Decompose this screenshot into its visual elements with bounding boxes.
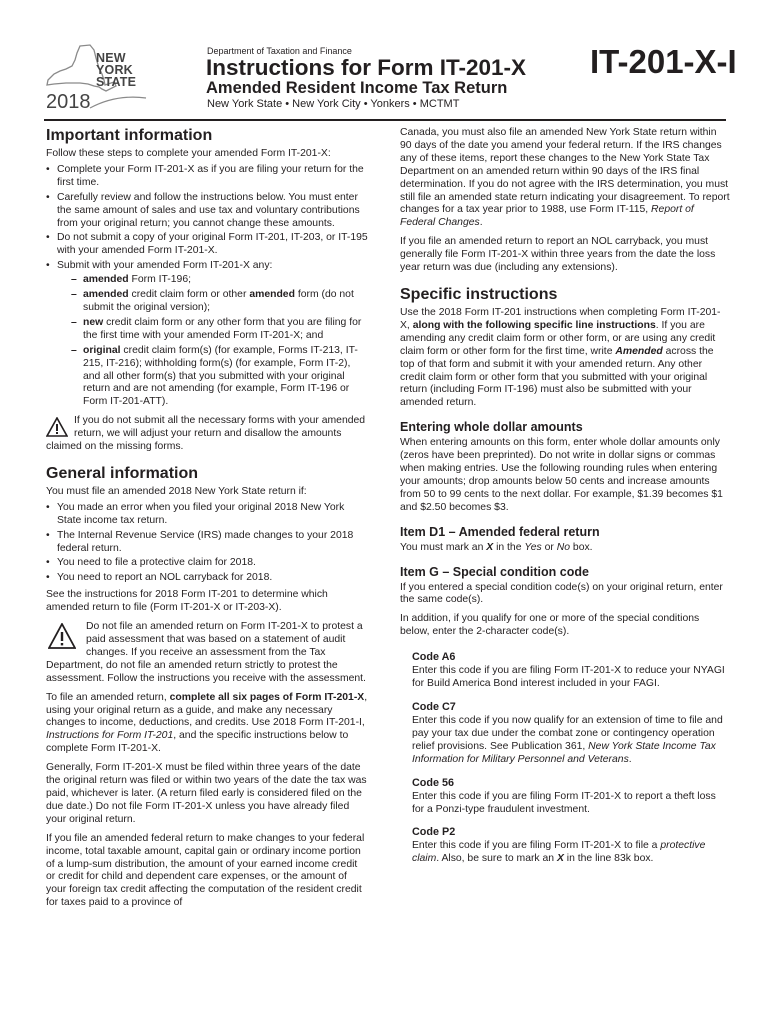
code-a6 [400, 651, 730, 691]
protest-warning [46, 621, 368, 686]
list-item: • Complete your Form IT-201-X as if you are filing your return for the first time. [46, 164, 368, 190]
general-list [46, 502, 368, 585]
page-title: Instructions for Form IT-201-X [206, 55, 527, 80]
nol-carryback: If you file an amended return to report an NOL carryback, you must generally file Form IT-201-X within three years from the date the loss year return was due (including any extensions). [400, 236, 716, 274]
item-d1-heading: Item D1 – Amended federal return [400, 524, 600, 539]
header-divider [44, 119, 726, 121]
code-title: Code 56 [412, 776, 455, 789]
list-item [46, 260, 368, 409]
federal-amendment: If you file an amended federal return to make changes to your federal income, total taxable amount, capital gain or ordinary income portion of a lump-sum distribution, the amount of your earned income credit or credit for child and dependent care expenses, or the amount of your foreign tax credit affecting the computation of the resident credit for taxes paid to a province of [46, 832, 365, 909]
list-item: • The Internal Revenue Service (IRS) made changes to your 2018 federal return. [46, 530, 368, 556]
left-column [46, 126, 368, 916]
jurisdictions: New York State • New York City • Yonkers • MCTMT [207, 98, 460, 110]
specific-text: Use the 2018 Form IT-201 instructions when completing Form IT-201-X, along with the following specific line instructions. If you are amending any credit claim form or other form, or are using any credit claim form or other form for the first time, write Amended across the top of that form and submit it with your amended return. Any other credit claim form or other form that you submitted with your original return (including Form IT-196) must also be submitted with your amended return. [400, 306, 721, 409]
sub-list-item: – amended Form IT-196; [71, 274, 368, 287]
important-list [46, 164, 368, 409]
submit-intro: Submit with your amended Form IT-201-X any: [57, 260, 273, 272]
list-item: • You need to file a protective claim for 2018. [46, 557, 368, 570]
warning-icon [48, 623, 76, 649]
specific-heading: Specific instructions [400, 285, 558, 303]
code-title: Code P2 [412, 826, 456, 839]
warning-text: If you do not submit all the necessary forms with your amended return, we will adjust your return and disallow the amounts claimed on the missing forms. [46, 415, 366, 453]
logo-swoosh-icon [88, 96, 148, 110]
item-d1-text: You must mark an X in the Yes or No box. [400, 541, 593, 553]
general-intro: You must file an amended 2018 New York State return if: [46, 485, 307, 497]
important-heading: Important information [46, 127, 213, 144]
code-text: Enter this code if you are filing Form IT-201-X to report a theft loss for a Ponzi-type fraudulent investment. [412, 790, 716, 815]
code-56 [400, 777, 730, 817]
how-to-file: To file an amended return, complete all six pages of Form IT-201-X, using your original return as a guide, and make any necessary changes to income, deductions, and credits. Use 2018 Form IT-201-I, Instructions for Form IT-201, and the specific instructions below to complete Form IT-201-X. [46, 691, 368, 755]
code-text: Enter this code if you are filing Form IT-201-X to file a protective claim. Also, be sure to mark an X in the line 83k box. [412, 840, 706, 865]
submit-sublist [57, 274, 368, 409]
item-g-additional: In addition, if you qualify for one or more of the special conditions below, enter the 2-character code(s). [400, 613, 700, 638]
sub-list-item: – original credit claim form(s) (for example, Forms IT-213, IT-215, IT-216); withholding form(s) (for example, Form IT-2), and all other form(s) that you submitted with your original return and are not amending (for example, Form IT-196 or Form IT-201-ATT). [71, 345, 368, 410]
see-instructions: See the instructions for 2018 Form IT-201 to determine which amended return to file (Form IT-201-X or IT-203-X). [46, 589, 328, 614]
item-g-text: If you entered a special condition code(s) on your original return, enter the same code(s). [400, 581, 723, 606]
code-text: Enter this code if you now qualify for an extension of time to file and pay your tax due under the combat zone or contingency operation relief provisions. See Publication 361, New York State Income Tax Information for Military Personnel and Veterans. [412, 715, 723, 765]
warning-text: Do not file an amended return on Form IT-201-X to protest a paid assessment that was based on a statement of audit changes. If you receive an assessment from the Tax Department, do not file an amended return strictly to protest the assessment. Follow the instructions you receive with the assessment. [46, 621, 366, 684]
whole-dollar-text: When entering amounts on this form, enter whole dollar amounts only (zeros have been preprinted). Do not write in dollar signs or commas when making entries. Use the following rounding rules when entering your amounts; drop amounts below 50 cents and increase amounts from 50 to 99 cents to the next dollar. For example, $1.39 becomes $1 and $2.50 becomes $3. [400, 437, 723, 513]
list-item: • Do not submit a copy of your original Form IT-201, IT-203, or IT-195 with your amended Form IT-201-X. [46, 232, 368, 258]
code-title: Code A6 [412, 651, 456, 664]
canada-continuation: Canada, you must also file an amended New York State return within 90 days of the date you amend your federal return. If the IRS changes any of these items, report these changes to the New York State Tax Department on an amended return within 90 days of the IRS final determination. If you do not agree with the IRS determination, you must still file an amended state return indicating your disagreement. To report changes for a tax year prior to 1988, use Form IT-115, Report of Federal Changes. [400, 127, 730, 229]
list-item: • You made an error when you filed your original 2018 New York State income tax return. [46, 502, 368, 528]
whole-dollar-heading: Entering whole dollar amounts [400, 420, 583, 435]
nys-logo [44, 44, 156, 114]
code-c7 [400, 701, 730, 767]
warning-icon [46, 417, 68, 437]
important-intro: Follow these steps to complete your amended Form IT-201-X: [46, 148, 331, 159]
logo-wordmark: NEW YORK STATE [96, 51, 137, 89]
right-column [400, 127, 730, 876]
sub-list-item: – amended credit claim form or other amended form (do not submit the original version); [71, 289, 368, 315]
code-text: Enter this code if you are filing Form IT-201-X to reduce your NYAGI for Build America Bond interest included in your FAGI. [412, 665, 725, 690]
item-g-heading: Item G – Special condition code [400, 564, 589, 579]
form-code: IT-201-X-I [590, 43, 737, 80]
logo-year: 2018 [46, 91, 91, 113]
list-item: • Carefully review and follow the instructions below. You must enter the same amount of sales and use tax and voluntary contributions from your original return; you cannot change these amounts. [46, 192, 368, 231]
list-item: • You need to report an NOL carryback for 2018. [46, 572, 368, 585]
filing-deadline: Generally, Form IT-201-X must be filed within three years of the date the original return was filed or within two years of the date the tax was paid, whichever is later. (A return filed early is considered filed on the due date.) Do not file Form IT-201-X unless you have already filed your original return. [46, 762, 367, 825]
general-heading: General information [46, 464, 199, 482]
department-name: Department of Taxation and Finance [207, 46, 352, 56]
sub-list-item: – new credit claim form or any other form that you are filing for the first time with your amended Form IT-201-X; and [71, 317, 368, 343]
code-p2 [400, 826, 730, 866]
code-title: Code C7 [412, 701, 456, 713]
page-subtitle: Amended Resident Income Tax Return [206, 79, 508, 97]
missing-forms-warning [46, 415, 368, 454]
